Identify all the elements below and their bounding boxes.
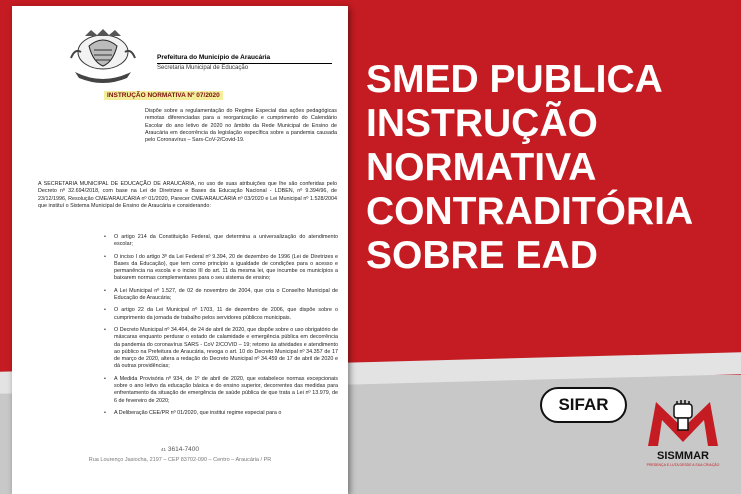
headline-line: INSTRUÇÃO <box>366 102 598 145</box>
footer-phone <box>12 446 348 453</box>
document-page <box>12 6 348 494</box>
footer-address: Rua Lourenço Jasiocha, 2197 – CEP 83702-090 – Centro – Araucária / PR <box>88 457 272 463</box>
sismmar-fist-icon <box>646 398 720 448</box>
org-subtitle: Secretaria Municipal de Educação <box>157 65 249 71</box>
org-title: Prefeitura do Município de Araucária <box>157 54 271 61</box>
sismmar-tagline: PRESENÇA E LUTA DESDE A SUA CRIAÇÃO <box>646 463 720 467</box>
document-ementa: Dispõe sobre a regulamentação do Regime Especial das ações pedagógicas remotas diferenciadas para a reorganização e cumprimento do Calendário Escolar do ano letivo de 2020 no âmbito da Rede Municipal de Ensino de Araucária em decorrência da legislação específica sobre a pandemia causada pelo Coronavírus – Sars-CoV-2/Covid-19. <box>145 108 337 144</box>
sismmar-logo-name: SISMMAR <box>657 450 709 462</box>
list-item: • O artigo 214 da Constituição Federal, que determina a universalização do atendimento escolar; <box>104 234 338 249</box>
document-intro: A SECRETARIA MUNICIPAL DE EDUCAÇÃO DE ARAUCÁRIA, no uso de suas atribuições que lhe são conferidas pelo Decreto nº 32.694/2018, com base na Lei de Diretrizes e Bases da Educação Nacional - LDBEN, nº 9.394/96, de 23/12/1996, Resolução CME/ARAUCÁRIA nº 01/2020, Parecer CME/ARAUCÁRIA nº 03/2020 e Lei Municipal nº 1.528/2004 que instituí o Sistema Municipal de Ensino de Araucária e considerando: <box>38 181 337 209</box>
considerandos-list <box>104 234 338 422</box>
title-divider <box>157 63 332 64</box>
headline-line: SOBRE EAD <box>366 234 598 277</box>
coat-of-arms-icon <box>67 28 139 88</box>
list-item: • A Deliberação CEE/PR nº 01/2020, que institui regime especial para o <box>104 410 338 417</box>
list-item: • A Medida Provisória nº 934, de 1º de abril de 2020, que estabelece normas excepcionais sobre o ano letivo da educação básica e do ensino superior, decorrentes das medidas para enfrentamento da situação de emergência de saúde pública de que trata a Lei nº 13.979, de 6 de fevereiro de 2020; <box>104 376 338 405</box>
document-title: INSTRUÇÃO NORMATIVA Nº 07/2020 <box>104 91 223 100</box>
headline-line: SMED PUBLICA <box>366 58 663 101</box>
headline-line: NORMATIVA <box>366 146 597 189</box>
list-item: • A Lei Municipal nº 1.527, de 02 de novembro de 2004, que cria o Conselho Municipal de Educação de Araucária; <box>104 288 338 303</box>
headline <box>366 58 736 278</box>
list-item: • O Decreto Municipal nº 34.464, de 24 de abril de 2020, que dispõe sobre o uso obrigatório de máscaras enquanto perdurar o estado de calamidade e emergência pública em decorrência da pandemia do coronavírus SARS - CoV 2/COVID – 19; retomo às atividades e atendimento ao público na Prefeitura de Araucária, revoga o art. 10 do Decreto Municipal nº 34.357 de 17 de março de 2020, altera a redação do Decreto Municipal nº 34.459 de 17 de abril de 2020 e dá outras providências; <box>104 327 338 371</box>
footer-phone-prefix: 41 <box>161 447 167 452</box>
sifar-logo: SIFAR <box>540 387 627 423</box>
list-item: • O artigo 22 da Lei Municipal nº 1703, 11 de dezembro de 2006, que dispõe sobre o cumprimento da jornada de trabalho pelos servidores públicos municipais. <box>104 307 338 322</box>
footer-phone-number: 3614-7400 <box>167 446 199 453</box>
headline-line: CONTRADITÓRIA <box>366 190 694 233</box>
list-item: • O inciso I do artigo 3º da Lei Federal nº 9.394, 20 de dezembro de 1996 (Lei de Diretrizes e Bases da Educação), que tem como princípio a igualdade de condições para o acesso e permanência na escola e o inciso III do art. 11 da mesma lei, que incumbe os municípios a baixarem normas complementares para o seu sistema de ensino; <box>104 254 338 283</box>
